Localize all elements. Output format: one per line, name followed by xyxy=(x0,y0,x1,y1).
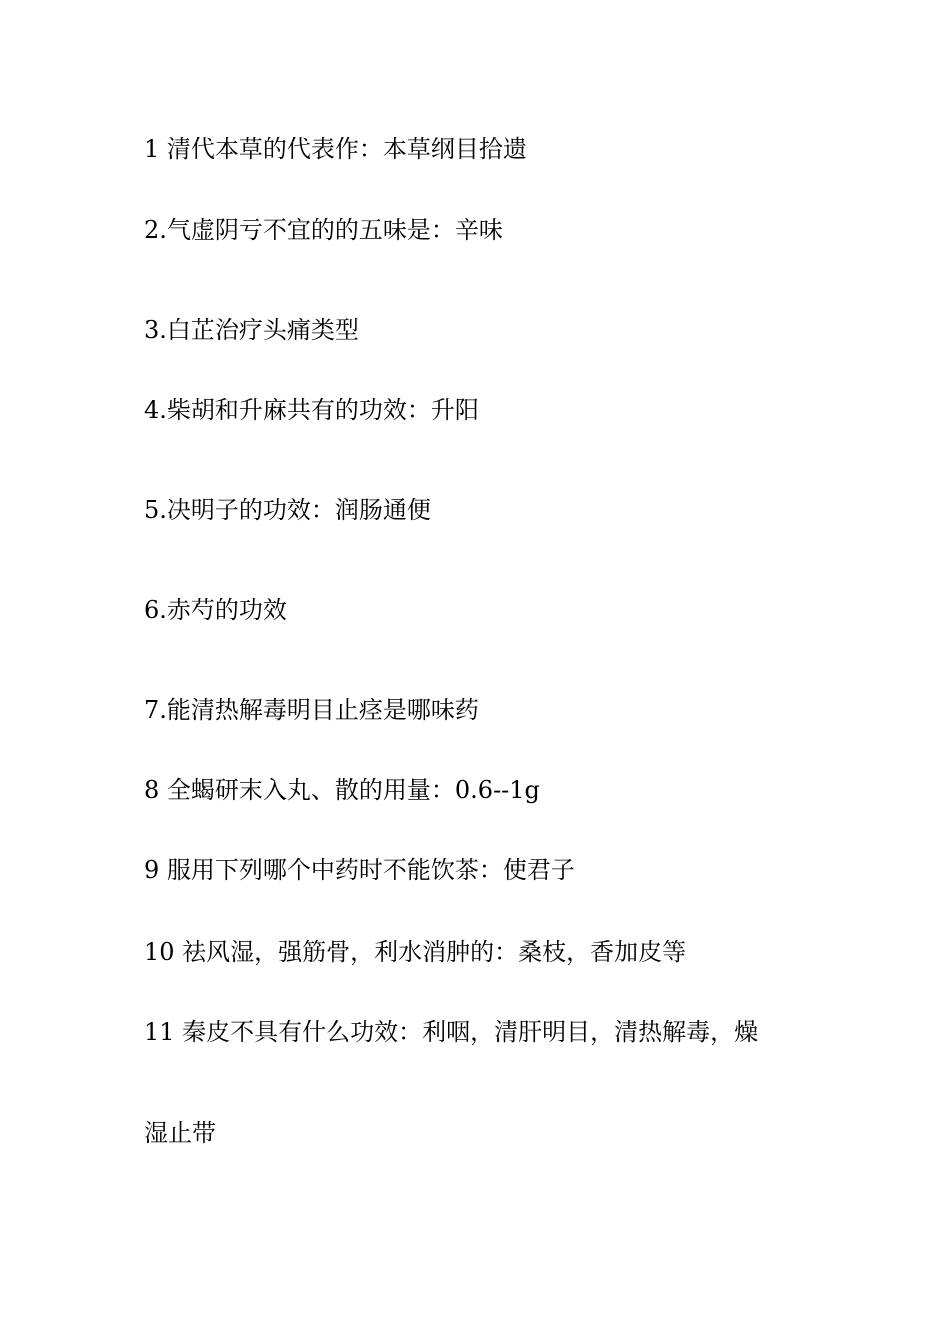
document-line-2: 2.气虚阴亏不宜的的五味是：辛味 xyxy=(144,216,503,244)
document-line-6: 6.赤芍的功效 xyxy=(144,596,287,624)
document-line-12: 湿止带 xyxy=(144,1119,216,1147)
document-line-1: 1 清代本草的代表作：本草纲目拾遗 xyxy=(144,135,527,163)
document-line-4: 4.柴胡和升麻共有的功效：升阳 xyxy=(144,396,479,424)
document-line-11: 11 秦皮不具有什么功效：利咽，清肝明目，清热解毒，燥 xyxy=(144,1018,759,1046)
document-line-5: 5.决明子的功效：润肠通便 xyxy=(144,496,431,524)
document-line-10: 10 祛风湿，强筋骨，利水消肿的：桑枝，香加皮等 xyxy=(144,938,687,966)
document-line-8: 8 全蝎研末入丸、散的用量：0.6--1g xyxy=(144,776,540,804)
document-line-9: 9 服用下列哪个中药时不能饮茶：使君子 xyxy=(144,856,575,884)
document-line-7: 7.能清热解毒明目止痉是哪味药 xyxy=(144,696,479,724)
document-line-3: 3.白芷治疗头痛类型 xyxy=(144,316,359,344)
